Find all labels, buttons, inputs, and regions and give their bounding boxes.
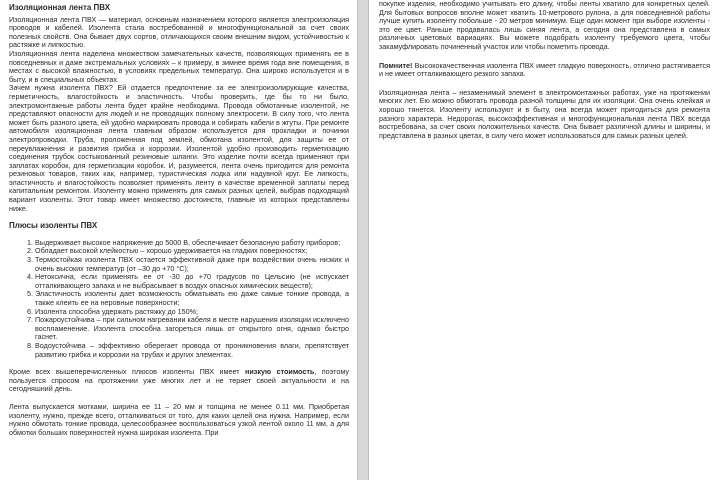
- list-item: 8. Водоустойчива – эффективно оберегает провода от проникновения влаги, препятствует развитию грибка и коррозии на трубах и других элементах.: [35, 342, 349, 359]
- intro-paragraph-1: Изоляционная лента ПВХ — материал, основным назначением которого является электроизоляция проводов и кабелей. Изолента стала востребованной и многофункциональной за счет своих полезных свойств. Она бывает двух сортов, отличающихся своим внешним видом, устойчивостью к растяжке и липкостью.: [9, 14, 349, 50]
- list-item: 3. Термостойкая изолента ПВХ остается эффективной даже при воздействии очень низких и очень высоких температур (от –30 до +70 °С);: [35, 256, 349, 273]
- advantages-list: [9, 239, 349, 359]
- list-item: 2. Обладает высокой клейкостью – хорошо удерживается на гладких поверхностях;: [35, 247, 349, 256]
- note-text: Высококачественная изолента ПВХ имеет гладкую поверхность, отлично растягивается и не имеет отталкивающего резкого запаха.: [379, 60, 710, 79]
- cost-paragraph: [9, 368, 349, 394]
- intro-paragraph-3: Зачем нужна изолента ПВХ? Ей отдается предпочтение за ее электроизолирующие качества, герметичность, влагостойкость и эластичность. Чтобы проверить, где бы то ни было, электромонтажные работы лента будет крайне необходима. Провода обмотанные изолентой, не представляют опасности для людей и не проводящих полному электросети. В силу того, что лента может быть разного цвета, ей удобно маркировать провода и собирать кабели в жгуты. При ремонте автомобиля изоляционная лента главным образом используется для прокладки и починки электропроводки. Труба, проложенная под землей, обмотана изолентой, для защиты ее от переувлажнения и развития грибка и коррозии. Изолентой удобно производить герметизацию соединения трубок состыкованный резиновые шланги. Это изделие почти всегда применяют при заплатах коробок, для герметизации коробок. И, разумеется, лента очень пригодится для ремонта резиновых товаров, таких как, например, туристическая лодка или надувной круг. Ее липкость, эластичность и влагостойкость позволяет применять ленту в качестве временной заплаты перед капитальным ремонтом. Изоленту можно применять для самых разных целей, выбрав подходящий вариант изоленты. Этот товар имеет множество достоинств, главные из которых представлены ниже.: [9, 83, 349, 213]
- list-item: 7. Пожароустойчива – при сильном нагревании кабеля в месте нарушения изоляции исключено воспламенение. Изолента способна загореться лишь от открытого огня, однако быстро гаснет.: [35, 316, 349, 342]
- note-paragraph: [379, 62, 710, 79]
- purchase-paragraph: покупке изделия, необходимо учитывать его длину, чтобы ленты хватило для конкретных целей. Для бытовых вопросов вполне может хватить 10-метрового рулона, а для повседневной работы лучше купить изоленту побольше - 20 метров минимум. Еще один момент при выборе изоленты - это ее цвет. Раньше продавалась лишь синяя лента, а сегодня она представлена в самых различных цветовых вариациях. Вы можете подобрать изоленту требуемого цвета, чтобы закамуфлировать починенный участок или чтобы пометить провода.: [379, 0, 710, 51]
- note-emphasis: Помните!: [379, 60, 413, 70]
- cost-text-after: , поэтому пользуется спросом на протяжении уже многих лет и не теряет своей актуальности и на сегодняшний день.: [9, 367, 350, 394]
- conclusion-paragraph: Изоляционная лента – незаменимый элемент в электромонтажных работах, уже на протяжении многих лет. Ею можно обмотать провода разной толщины для их изоляции. Она очень клейкая и хорошо тянется. Изоленту используют и в быту, она всегда может пригодиться для ремонта разного характера. Недорогая, высокоэффективная и многофункциональная лента ПВХ всегда востребована, за счет своих положительных качеств. Она бывает различной длины и ширины, и представлена в разных цветах, в силу чего может использоваться для самых разных целей.: [379, 87, 710, 140]
- list-item: 1. Выдерживает высокое напряжение до 5000 В, обеспечивает безопасную работу приборов;: [35, 239, 349, 248]
- document-page-left: [0, 0, 358, 480]
- list-item: 6. Изолента способна удержать растяжку до 150%;: [35, 308, 349, 317]
- document-title: Изоляционная лента ПВХ: [9, 3, 111, 12]
- intro-paragraph-2: Изоляционная лента наделена множеством замечательных качеств, позволяющих применять ее в повседневных и даже экстремальных условиях – к примеру, в зимнее время года вне помещения, в местах с высокой влажностью, в условиях предельных температур. Она широко используется и в быту, и в специальных объектах.: [9, 48, 349, 84]
- dimensions-paragraph: Лента выпускается мотками, ширина ее 11 – 20 мм и толщина не менее 0.11 мм. Приобретая изоленту, нужно, прежде всего, отталкиваться от того, для каких целей она нужна. Например, если нужно обмотать тонкие провода, целесообразнее воспользоваться узкой лентой около 11 мм, а для обмотки больших поверхностей нужна широкая изолента. При: [9, 401, 349, 437]
- list-item: 4. Нетоксична, если применять ее от -30 до +70 градусов по Цельсию (не испускает отталкивающего запаха и не выбрасывает в воздух опасных химических веществ);: [35, 273, 349, 290]
- document-page-right: [368, 0, 720, 480]
- list-item: 5. Эластичность изоленты дает возможность обматывать ею даже самые тонкие провода, а также клеить ее на неровные поверхности;: [35, 290, 349, 307]
- advantages-heading: Плюсы изоленты ПВХ: [9, 221, 98, 231]
- cost-emphasis: низкую стоимость: [245, 367, 315, 377]
- cost-text-before: Кроме всех вышеперечисленных плюсов изоленты ПВХ имеет: [9, 367, 246, 377]
